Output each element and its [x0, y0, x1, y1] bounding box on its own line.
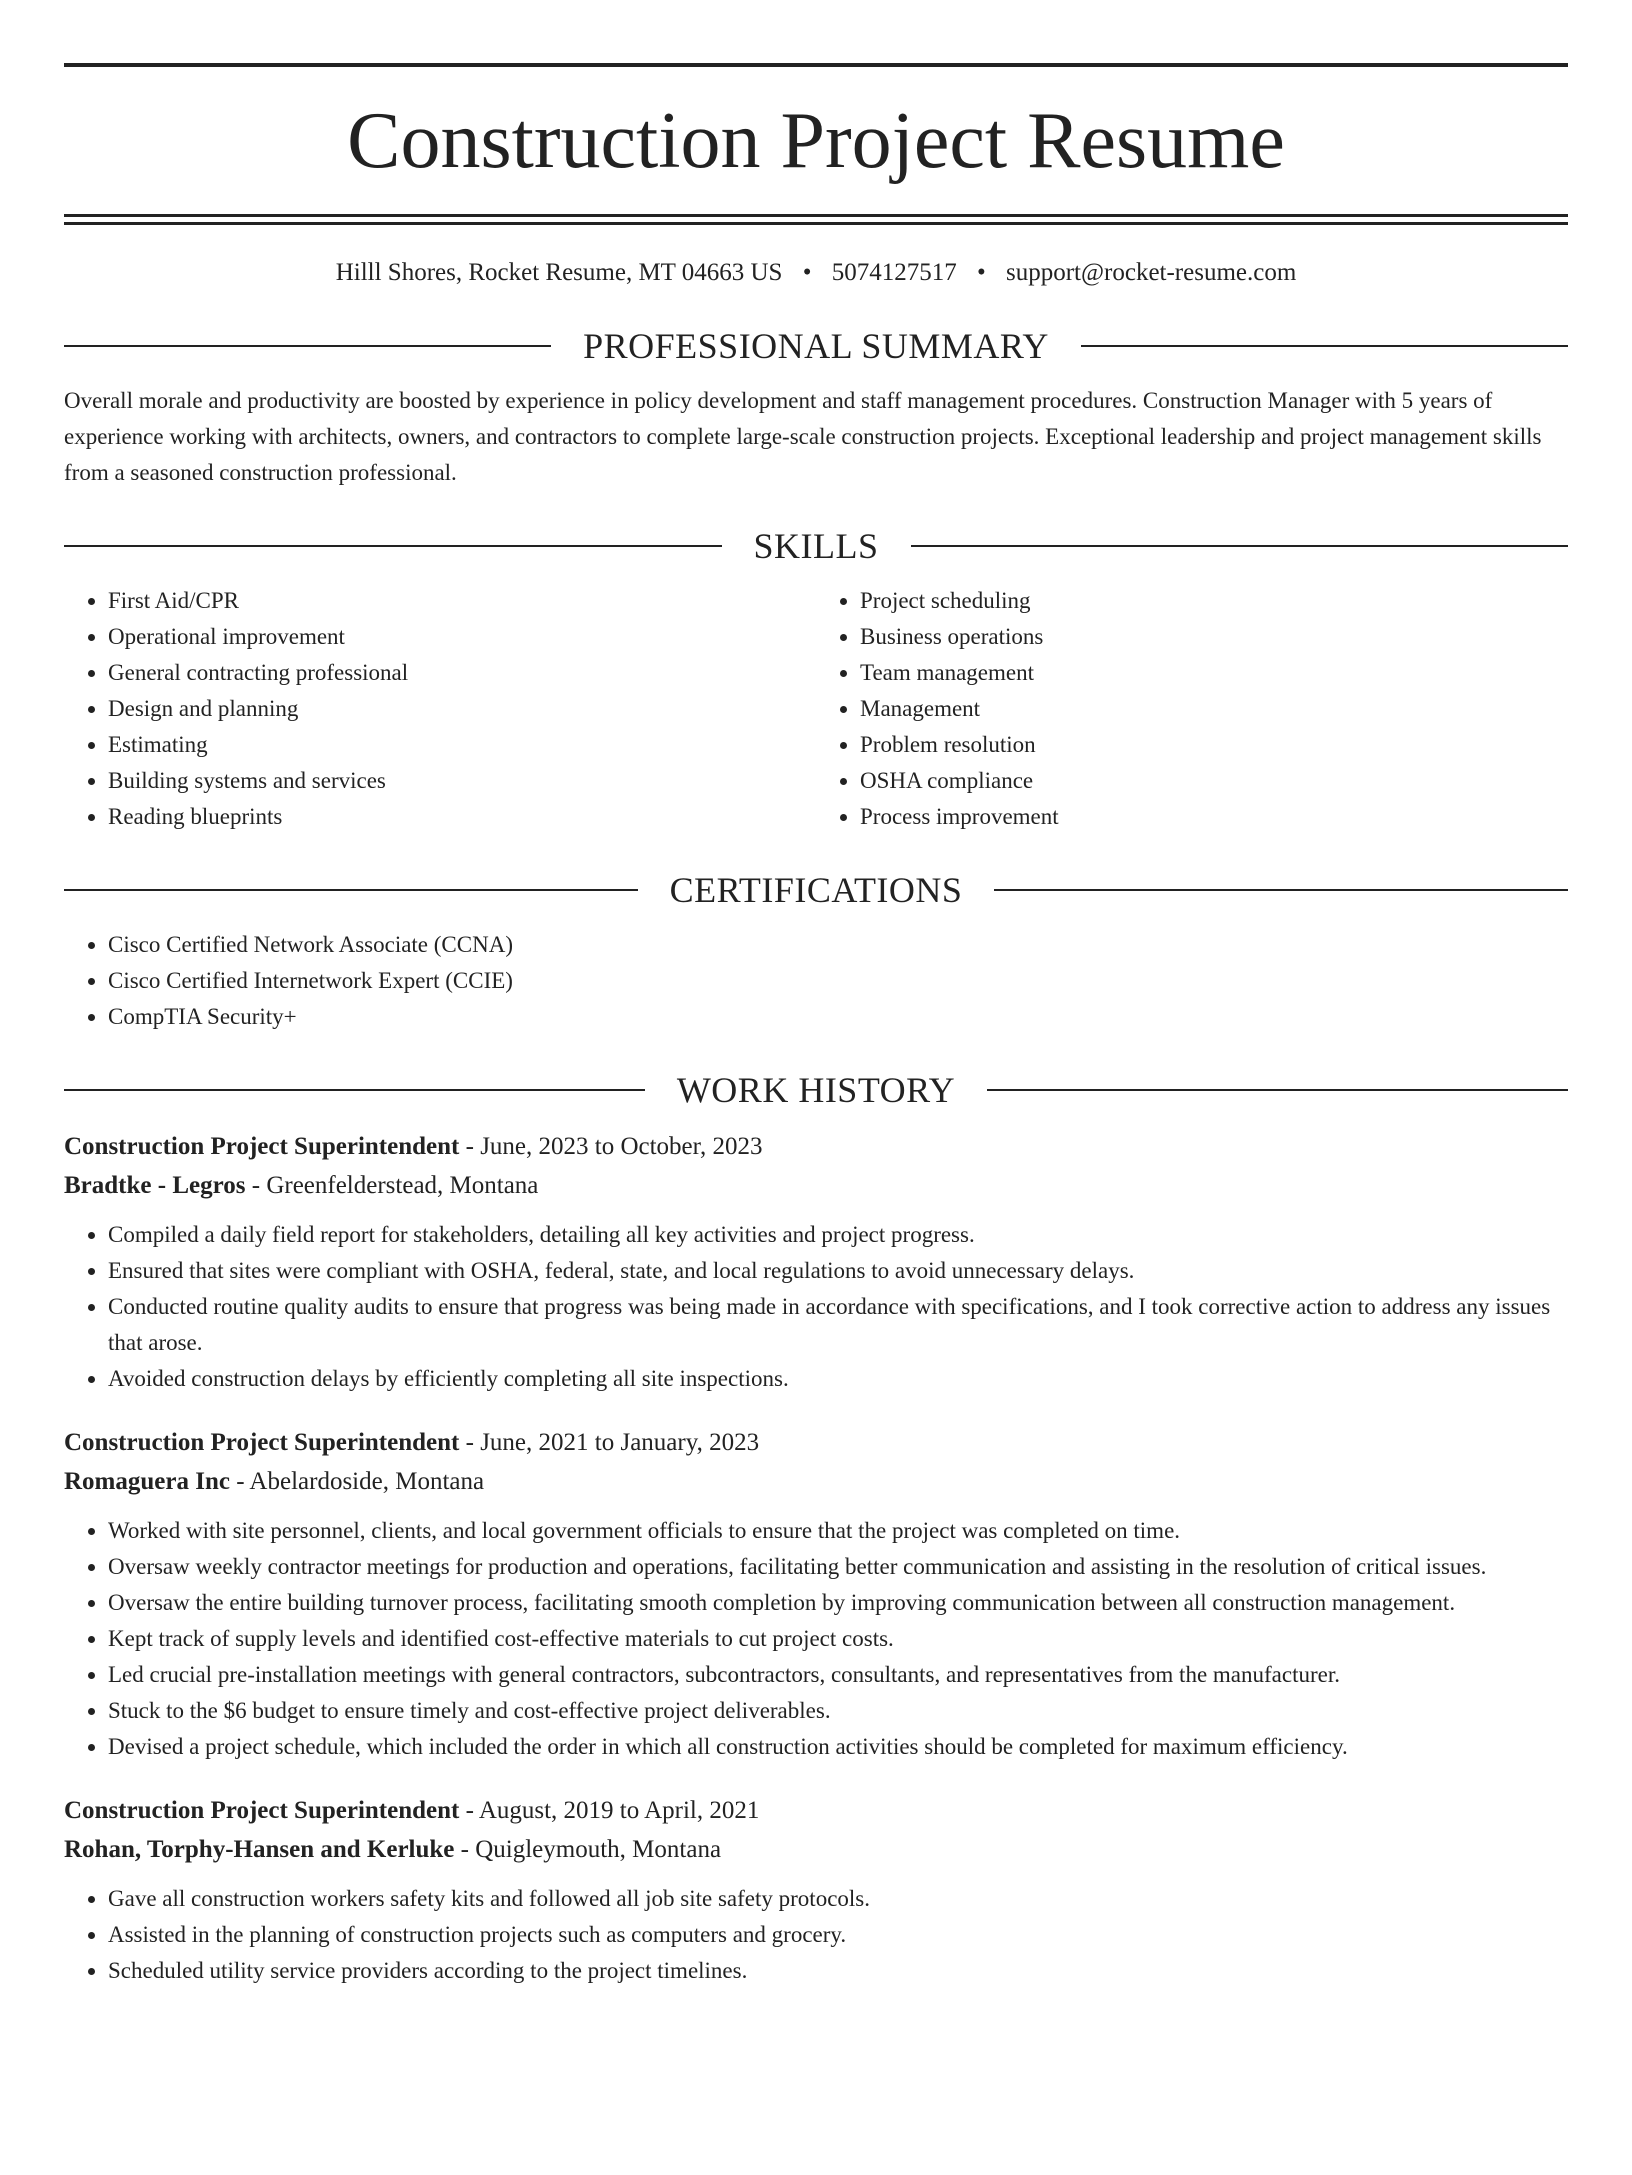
job-dates: June, 2021 to January, 2023 — [480, 1429, 760, 1456]
job-bullet: • Oversaw weekly contractor meetings for production and operations, facilitating better communication and assisting in the resolution of critical issues. — [108, 1549, 1568, 1585]
contact-email[interactable]: support@rocket-resume.com — [1006, 259, 1297, 286]
skill-item: • Management — [860, 691, 1568, 727]
job-bullet: • Gave all construction workers safety kits and followed all job site safety protocols. — [108, 1881, 1568, 1917]
skill-item: • Business operations — [860, 619, 1568, 655]
skills-heading-row — [64, 519, 1568, 573]
skill-item: • Process improvement — [860, 799, 1568, 835]
job-entry — [64, 1423, 1568, 1765]
job-company: Rohan, Torphy-Hansen and Kerluke — [64, 1836, 455, 1863]
job-entry — [64, 1791, 1568, 1989]
heading-rule-left — [64, 1089, 645, 1091]
heading-rule-right — [1081, 345, 1568, 347]
certification-item: • Cisco Certified Network Associate (CCNA) — [108, 927, 1568, 963]
job-title-line: Construction Project Superintendent - June, 2021 to January, 2023 — [64, 1429, 760, 1456]
skill-item: • Team management — [860, 655, 1568, 691]
job-bullet: • Avoided construction delays by efficiently completing all site inspections. — [108, 1361, 1568, 1397]
job-bullet: • Ensured that sites were compliant with OSHA, federal, state, and local regulations to avoid unnecessary delays. — [108, 1253, 1568, 1289]
skill-item: • Building systems and services — [108, 763, 816, 799]
skill-item: • Project scheduling — [860, 583, 1568, 619]
certifications-heading-row — [64, 863, 1568, 917]
summary-heading-row — [64, 319, 1568, 373]
job-title: Construction Project Superintendent — [64, 1133, 460, 1160]
skill-item: • Problem resolution — [860, 727, 1568, 763]
job-bullet: • Scheduled utility service providers according to the project timelines. — [108, 1953, 1568, 1989]
job-title-line: Construction Project Superintendent - June, 2023 to October, 2023 — [64, 1133, 763, 1160]
heading-rule-left — [64, 545, 722, 547]
job-company: Romaguera Inc — [64, 1468, 230, 1495]
certification-item: • Cisco Certified Internetwork Expert (CCIE) — [108, 963, 1568, 999]
resume-title: Construction Project Resume — [347, 97, 1285, 185]
contact-separator: • — [802, 259, 812, 286]
contact-address: Hilll Shores, Rocket Resume, MT 04663 US — [335, 259, 783, 286]
skill-item: • Design and planning — [108, 691, 816, 727]
contact-phone[interactable]: 5074127517 — [831, 259, 957, 286]
job-title: Construction Project Superintendent — [64, 1429, 460, 1456]
job-dates: August, 2019 to April, 2021 — [478, 1797, 760, 1824]
summary-heading: PROFESSIONAL SUMMARY — [583, 326, 1049, 366]
job-bullet: • Devised a project schedule, which included the order in which all construction activities should be completed for maximum efficiency. — [108, 1729, 1568, 1765]
certifications-heading: CERTIFICATIONS — [669, 870, 963, 910]
heading-rule-right — [994, 889, 1568, 891]
job-company: Bradtke - Legros — [64, 1172, 246, 1199]
certifications-list — [64, 927, 1568, 1035]
skills-list-left — [64, 583, 816, 835]
job-bullet: • Led crucial pre-installation meetings with general contractors, subcontractors, consultants, and representatives from the manufacturer. — [108, 1657, 1568, 1693]
skill-item: • Operational improvement — [108, 619, 816, 655]
job-company-line: Rohan, Torphy-Hansen and Kerluke - Quigleymouth, Montana — [64, 1836, 722, 1863]
job-bullet: • Oversaw the entire building turnover process, facilitating smooth completion by improving communication between all construction management. — [108, 1585, 1568, 1621]
skill-item: • Reading blueprints — [108, 799, 816, 835]
skill-item: • Estimating — [108, 727, 816, 763]
heading-rule-left — [64, 889, 638, 891]
job-title: Construction Project Superintendent — [64, 1797, 460, 1824]
heading-rule-left — [64, 345, 551, 347]
job-company-line: Bradtke - Legros - Greenfelderstead, Montana — [64, 1172, 539, 1199]
skills-columns — [64, 583, 1568, 835]
job-location: Abelardoside, Montana — [249, 1468, 485, 1495]
resume-page — [0, 63, 1632, 2175]
skill-item: • First Aid/CPR — [108, 583, 816, 619]
heading-rule-right — [987, 1089, 1568, 1091]
job-bullets — [64, 1513, 1568, 1765]
title-double-rule — [64, 214, 1568, 225]
skills-heading: SKILLS — [753, 526, 879, 566]
job-dates: June, 2023 to October, 2023 — [480, 1133, 763, 1160]
skill-item: • General contracting professional — [108, 655, 816, 691]
skill-item: • OSHA compliance — [860, 763, 1568, 799]
job-entry — [64, 1127, 1568, 1397]
job-bullet: • Compiled a daily field report for stakeholders, detailing all key activities and project progress. — [108, 1217, 1568, 1253]
job-company-line: Romaguera Inc - Abelardoside, Montana — [64, 1468, 485, 1495]
job-bullets — [64, 1217, 1568, 1397]
summary-text: Overall morale and productivity are boosted by experience in policy development and staff management procedures. Construction Manager with 5 years of experience working with architects, owners, and contractors to complete large-scale construction projects. Exceptional leadership and project management skills from a seasoned construction professional. — [64, 388, 1542, 485]
job-location: Greenfelderstead, Montana — [266, 1172, 539, 1199]
job-title-line: Construction Project Superintendent - August, 2019 to April, 2021 — [64, 1797, 760, 1824]
work-heading-row — [64, 1063, 1568, 1117]
job-bullet: • Assisted in the planning of construction projects such as computers and grocery. — [108, 1917, 1568, 1953]
work-heading: WORK HISTORY — [676, 1070, 956, 1110]
contact-line — [64, 255, 1568, 291]
certification-item: • CompTIA Security+ — [108, 999, 1568, 1035]
job-bullet: • Kept track of supply levels and identified cost-effective materials to cut project costs. — [108, 1621, 1568, 1657]
contact-separator: • — [976, 259, 986, 286]
job-bullet: • Conducted routine quality audits to ensure that progress was being made in accordance with specifications, and I took corrective action to address any issues that arose. — [108, 1289, 1568, 1361]
skills-list-right — [816, 583, 1568, 835]
job-bullet: • Stuck to the $6 budget to ensure timely and cost-effective project deliverables. — [108, 1693, 1568, 1729]
job-bullets — [64, 1881, 1568, 1989]
heading-rule-right — [911, 545, 1569, 547]
job-bullet: • Worked with site personnel, clients, and local government officials to ensure that the project was completed on time. — [108, 1513, 1568, 1549]
job-location: Quigleymouth, Montana — [475, 1836, 722, 1863]
